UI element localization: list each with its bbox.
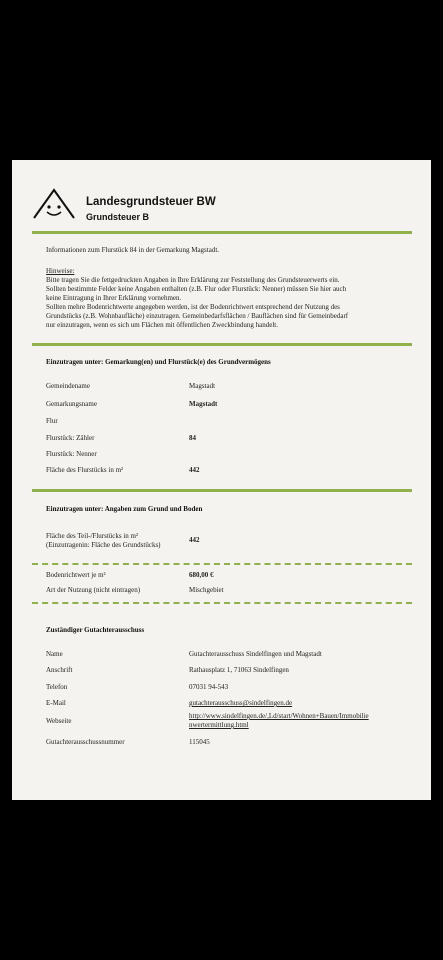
hinweise-line: Sollten bestimmte Felder keine Angaben enthalten (z.B. Flur oder Flurstück: Nenner) müssen Sie hier auch [46, 285, 347, 293]
webseite-link[interactable] [189, 712, 369, 730]
row-value: 84 [189, 434, 196, 442]
row-value: 07031 94-543 [189, 683, 229, 691]
nutzung-label: Art der Nutzung (nicht eintragen) [46, 586, 141, 594]
row-label: E-Mail [46, 699, 66, 707]
house-smiley-logo-icon [32, 186, 76, 222]
header-subtitle: Grundsteuer B [86, 212, 150, 222]
section1-title: Einzutragen unter: Gemarkung(en) und Flurstück(e) des Grundvermögens [46, 358, 271, 366]
header-title: Landesgrundsteuer BW [86, 196, 216, 208]
divider [32, 343, 412, 346]
bodenrichtwert-value: 680,00 € [189, 571, 214, 579]
row-label: Name [46, 650, 63, 658]
row-value: Rathausplatz 1, 71063 Sindelfingen [189, 666, 289, 674]
divider [32, 231, 412, 234]
flaeche-label [46, 532, 161, 550]
section2-title: Einzutragen unter: Angaben zum Grund und Boden [46, 505, 203, 513]
hinweise-line: keine Eintragung in Ihrer Erklärung vornehmen. [46, 294, 182, 302]
hinweise-line: Grundstücks (z.B. Wohnbaufläche) einzutragen. Gemeinbedarfsflächen / Bauflächen sind für Gemeinbedarf [46, 312, 349, 320]
row-value: Gutachterausschuss Sindelfingen und Magstadt [189, 650, 322, 658]
flaeche-value: 442 [189, 536, 200, 544]
row-value: Magstadt [189, 382, 216, 390]
row-label: Fläche des Flurstücks in m² [46, 466, 124, 474]
row-label: Flurstück: Nenner [46, 450, 97, 458]
row-label: Flur [46, 417, 58, 425]
nummer-value: 115045 [189, 738, 210, 746]
intro-text: Informationen zum Flurstück 84 in der Gemarkung Magstadt. [46, 246, 220, 254]
dashed-divider [32, 602, 412, 604]
hinweise-line: Sollten mehre Bodenrichtwerte angegeben werden, ist der Bodenrichtwert entsprechend der Nutzung des [46, 303, 340, 311]
row-label: Telefon [46, 683, 68, 691]
hinweise-block [46, 267, 348, 330]
hinweise-line: Bitte tragen Sie die fettgedruckten Angaben in Ihre Erklärung zur Feststellung des Grundsteuerwerts ein. [46, 276, 340, 284]
row-value: Magstadt [189, 400, 218, 408]
webseite-link-line: http://www.sindelfingen.de/,Ld/start/Wohnen+Bauen/Immobilie [189, 712, 369, 720]
nummer-label: Gutachterausschussnummer [46, 738, 125, 746]
row-label: Gemarkungsname [46, 400, 97, 408]
email-link[interactable]: gutachterausschuss@sindelfingen.de [189, 699, 293, 707]
section3-title: Zuständiger Gutachterausschuss [46, 626, 145, 634]
webseite-label: Webseite [46, 717, 72, 725]
bodenrichtwert-label: Bodenrichtwert je m² [46, 571, 106, 579]
flaeche-label-line: Fläche des Teil-/Flurstücks in m² [46, 532, 139, 540]
hinweise-line: nur einzutragen, wenn es sich um Flächen mit öffentlichen Zweckbindung handelt. [46, 321, 278, 329]
document-page [12, 160, 431, 800]
row-label: Gemeindename [46, 382, 90, 390]
hinweise-heading: Hinweise: [46, 267, 75, 275]
row-label: Anschrift [46, 666, 73, 674]
row-label: Flurstück: Zähler [46, 434, 95, 442]
dashed-divider [32, 563, 412, 565]
nutzung-value: Mischgebiet [189, 586, 224, 594]
webseite-link-line: nwertermittlung.html [189, 721, 249, 729]
flaeche-label-line: (Einzutragenin: Fläche des Grundstücks) [46, 541, 161, 549]
divider [32, 489, 412, 492]
row-value: 442 [189, 466, 200, 474]
